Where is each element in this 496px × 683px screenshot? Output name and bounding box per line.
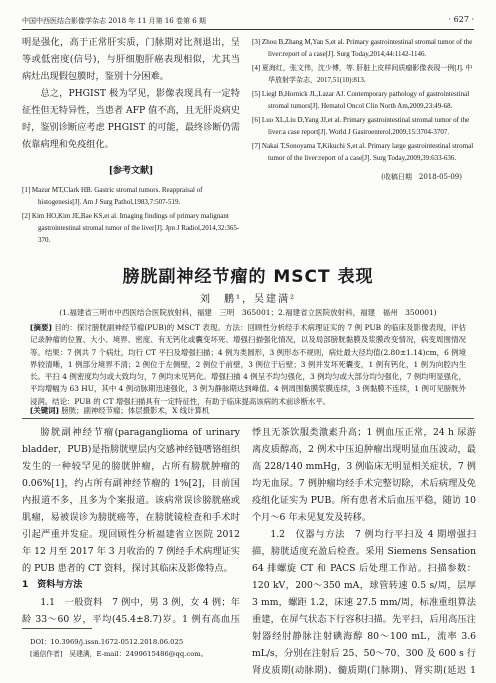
keywords-text: 膀胱；副神经节瘤；体层摄影术，X 线计算机 xyxy=(61,406,210,415)
abstract xyxy=(30,322,466,408)
conclusion-paragraph: 总之，PHGIST 极为罕见，影像表现具有一定特征性但无特异性，当患者 AFP 值不高，且无肝炎病史时，鉴别诊断应考虑 PHGIST 的可能，最终诊断仍需依靠病理和免疫组化。 xyxy=(22,88,240,150)
running-head xyxy=(22,16,474,28)
previous-article-paragraph: 明是强化，高于正常肝实质，门脉期对比剂退出，呈等或低密度(信号)，与肝细胞肝癌表现相似，尤其当病灶出现假包膜时，鉴别十分困难。 xyxy=(22,37,240,82)
instrument-paragraph: 1.2 仪器与方法 7 例均行平扫及 4 期增强扫描，膀胱适度充盈后检查。采用 Siemens Sensation 64 排螺旋 CT 和 PACS 后处理工作站。扫描参数：120 kV，200～350 mA，球管转速 0.5 s/周，层厚 3 mm，螺距 1.2，床速 27.5 mm/周，标准重组算法重建，在屏气状态下行容积扫描。先平扫，后用高压注射器经肘静脉注射碘海醇 80～100 mL，流率 3.6 mL/s，分别在注射后 25、50～70、300 及 600 s 行肾皮质期(动脉期)、髓质期(门脉期)、肾实期(延迟 1 xyxy=(252,529,476,676)
doi: DOI：10.3969/j.issn.1672-0512.2018.06.025 xyxy=(30,638,184,646)
article-title: 膀胱副神经节瘤的 MSCT 表现 xyxy=(122,267,374,287)
keywords xyxy=(30,405,466,416)
article-authors: 刘 鹏¹，吴建满² xyxy=(199,294,297,305)
references-title: [参考文献] xyxy=(108,166,154,176)
abstract-text: 目的：探讨膀胱副神经节瘤(PUB)的 MSCT 表现。方法：回顾性分析经手术病理证实的 7 例 PUB 的临床及影像表现，评估记录肿瘤的位置、大小、境界、密度、有无钙化或囊变坏死、增强扫描强化情况，以及局部膀胱黏膜及浆膜改变情况，病变周围情况等。结果：7 例共 7 个病灶，均行 CT 平扫及增强扫描；4 例为类圆形，3 例形态不规则，病灶最大径均值(2.80±1.14)cm，6 例境界较清晰，1 例部分境界不清；2 例位于左侧壁，2 例位于前壁，3 例位于后壁；3 例并发坏死囊变，1 例有钙化，1 例为向腔内生长。平扫 4 例密度均匀或大致均匀，7 例均未见钙化。增强扫描 4 例呈不均匀强化，3 例均匀或大部分均匀强化，7 例均明显强化，平均增幅为 63 HU，其中 4 例动脉期迅速强化，3 例为静脉期达到峰值。4 例周围黏膜浆膜连续，3 例黏膜不连续，1 例可见膀胱外浸润。结论：PUB 的 CT 增强扫描具有一定特征性，有助于临床提高该病的术前诊断水平。 xyxy=(30,323,466,406)
page-number: · 627 · xyxy=(448,15,474,24)
body-left-column xyxy=(22,424,240,628)
intro-paragraph: 膀胱副神经节瘤(paraganglioma of urinary bladder，PUB)是指膀胱壁层内交感神经链嗜铬组织发生的一种较罕见的膀胱肿瘤，占所有膀胱肿瘤的 0.06%[1]，约占所有副神经节瘤的 1%[2]，目前国内报道不多，且多为个案报道。该病常误诊膀胱癌或肌瘤，易被误诊为膀胱癌等，在膀胱镜检查和手术时引起严重并发症。现回顾性分析福建省立医院 2012 年 12 月至 2017 年 3 月收治的 7 例经手术病理证实的 PUB 患者的 CT 资料，探讨其临床及影像特点。 xyxy=(22,427,240,574)
received-date: (收稿日期 2018-05-09) xyxy=(381,173,462,181)
reference-item: [3] Zhou B,Zhang M,Yan S,et al. Primary gastrointestinal stromal tumor of the liver:report of a case[J]. Surg Today,2014,44:1142-1146. xyxy=(252,38,473,58)
general-data-paragraph: 1.1 一般资料 7 例中，男 3 例，女 4 例；年龄 33～60 岁，平均(45.4±8.7)岁。1 例有高血压 xyxy=(22,597,240,625)
reference-item: [2] Kim HO,Kim JE,Bae KS,et al. Imaging findings of primary malignant gastrointestinal stromal tumor of the liver[J]. Jpn J Radiol,2014,32:365-370. xyxy=(22,212,240,244)
footnote-rule xyxy=(22,628,92,629)
top-left-column xyxy=(22,34,240,248)
clinical-paragraph: 悸且无茶饮服类激素升高；1 例血压正常，24 h 尿游离皮质醇高，2 例术中压迫肿瘤出现明显血压波动，最高 228/140 mmHg，3 例临床无明显相关症状，7 例均无血尿。7 例肿瘤均经手术完整切除，术后病理及免疫组化证实为 PUB。所有患者术后血压平稳，随访 10 个月～6 年未见复发及转移。 xyxy=(252,427,476,523)
header-rule xyxy=(22,29,474,30)
journal-name: 中国中西医结合影像学杂志 2018 年 11 月第 16 卷第 6 期 xyxy=(22,17,206,25)
reference-item: [5] Liegl B,Hornick JL,Lazar AJ. Contemporary pathology of gastrointestinal stromal tumors[J]. Hematol Oncol Clin North Am,2009,23:49-68. xyxy=(252,90,470,110)
body-right-column xyxy=(252,424,476,676)
corresponding-author: [通信作者] 吴建满，E-mail：2499615486@qq.com。 xyxy=(30,650,208,658)
reference-item: [4] 夏海红，张文伟，沈少博，等. 肝脏上皮样间质瘤影像表现一例[J]. 中华放射学杂志，2017,51(10):813. xyxy=(252,64,473,84)
reference-item: [1] Mazur MT,Clark HB. Gastric stromal tumors. Reappraisal of histogenesis[J]. Am J Surg Pathol,1983,7:507-519. xyxy=(22,186,203,206)
reference-item: [6] Luo XL,Liu D,Yang JJ,et al. Primary gastrointestinal stromal tumor of the liver:a case report[J]. World J Gastroenterol,2009,15:3704-3707. xyxy=(252,116,470,136)
reference-item: [7] Nakai T,Sonoyama T,Kikuchi S,et al. Primary large gastrointestinal stromal tumor of the liver:report of a case[J]. Surg Today,2009,39:633-636. xyxy=(252,142,474,162)
keywords-label: [关键词] xyxy=(30,406,59,415)
abstract-rule xyxy=(22,418,474,419)
top-right-column xyxy=(252,36,476,248)
author-affiliation: (1.福建省三明市中西医结合医院放射科，福建 三明 365001；2.福建省立医院放射科，福建 福州 350001) xyxy=(59,308,437,317)
abstract-label: [摘要] xyxy=(30,323,52,332)
methods-heading: 1 资料与方法 xyxy=(22,580,83,590)
